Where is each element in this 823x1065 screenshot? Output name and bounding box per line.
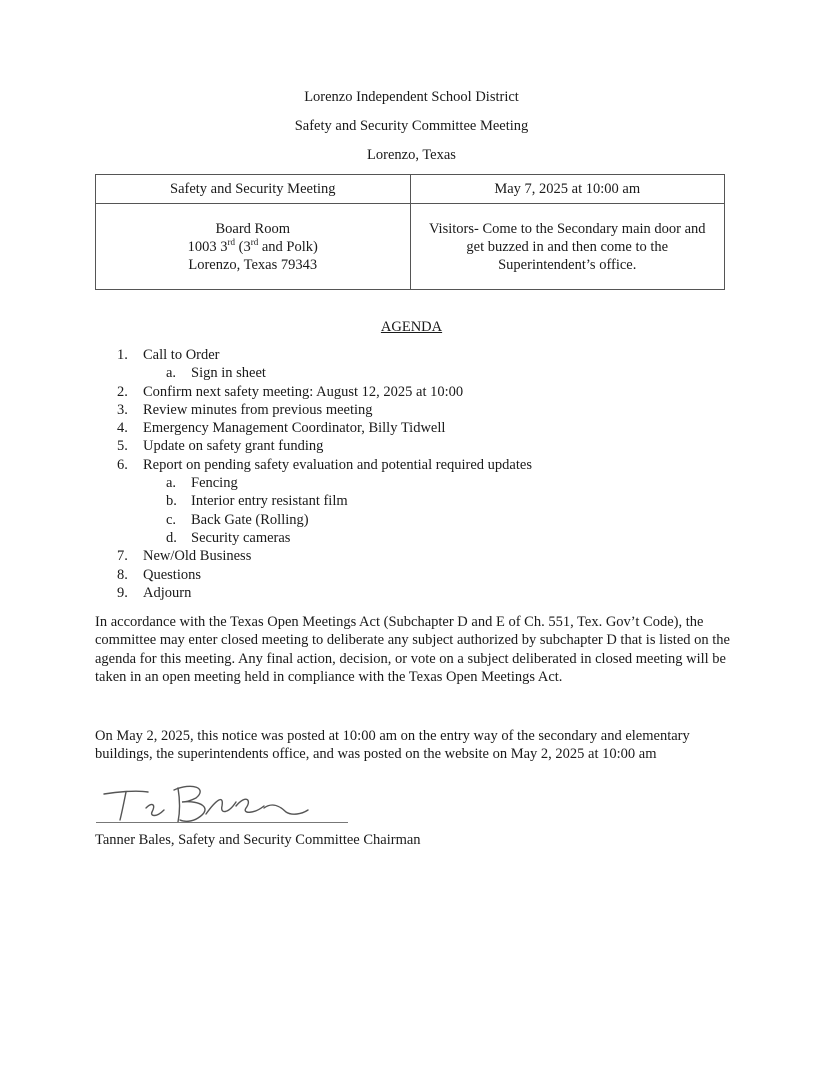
agenda-item-text: Review minutes from previous meeting <box>143 401 373 418</box>
meeting-location-cell <box>96 204 411 290</box>
signer-name: Tanner Bales, Safety and Security Committee Chairman <box>95 832 421 848</box>
agenda-item-number: 1. <box>117 347 128 363</box>
agenda-subitem-text: Fencing <box>191 475 238 492</box>
agenda-heading: AGENDA <box>380 319 443 335</box>
committee-title: Safety and Security Committee Meeting <box>294 118 529 134</box>
agenda-item-number: 4. <box>117 420 128 437</box>
agenda-item-text: New/Old Business <box>143 548 252 565</box>
posting-notice: On May 2, 2025, this notice was posted at 10:00 am on the entry way of the secondary and elementary buildings, the superintendents office, and was posted on the website on May 2, 2025 at 10:00 am <box>95 728 690 763</box>
agenda-item <box>117 437 737 455</box>
open-meetings-notice: In accordance with the Texas Open Meetings Act (Subchapter D and E of Ch. 551, Tex. Gov’t Code), the committee may enter closed meeting to deliberate any subject authorized by subchapter D that is listed on the agenda for this meeting. Any final action, decision, or vote on a subject deliberated in closed meeting will be taken in an open meeting held in compliance with the Texas Open Meetings Act. <box>95 614 730 686</box>
meeting-info-table <box>95 174 725 290</box>
location: Lorenzo, Texas <box>367 147 456 163</box>
agenda-item-text: Questions <box>143 566 201 583</box>
agenda-item-number: 9. <box>117 584 128 601</box>
agenda-subitem-text: Security cameras <box>191 529 291 546</box>
agenda-subitem <box>166 511 737 529</box>
agenda-item <box>117 456 737 474</box>
agenda-item <box>117 566 737 584</box>
agenda-subitem <box>166 529 737 547</box>
city-line: Lorenzo, Texas 79343 <box>188 256 318 273</box>
agenda-item-number: 6. <box>117 456 128 473</box>
agenda-item-text: Emergency Management Coordinator, Billy Tidwell <box>143 420 446 437</box>
meeting-datetime-cell: May 7, 2025 at 10:00 am <box>410 175 725 204</box>
agenda-item-number: 8. <box>117 566 128 583</box>
meeting-name-cell: Safety and Security Meeting <box>96 175 411 204</box>
agenda-subitem-letter: d. <box>166 529 177 546</box>
agenda-item-text: Confirm next safety meeting: August 12, 2025 at 10:00 <box>143 383 464 400</box>
signature-image <box>96 780 348 826</box>
agenda-subitem <box>166 474 737 492</box>
agenda-list <box>117 346 737 602</box>
agenda-subitem-text: Sign in sheet <box>191 365 266 382</box>
agenda-subitem-list <box>117 364 737 382</box>
agenda-subitem-letter: c. <box>166 511 177 528</box>
agenda-subitem-letter: a. <box>166 475 177 492</box>
room-name: Board Room <box>215 220 290 237</box>
agenda-subitem-letter: b. <box>166 493 177 510</box>
visitor-instructions-cell: Visitors- Come to the Secondary main door and get buzzed in and then come to the Superintendent’s office. <box>410 204 725 290</box>
agenda-item-number: 3. <box>117 401 128 418</box>
agenda-subitem-letter: a. <box>166 365 177 382</box>
agenda-subitem-text: Interior entry resistant film <box>191 493 348 510</box>
signature-line <box>96 822 348 823</box>
agenda-item-text: Update on safety grant funding <box>143 438 324 455</box>
agenda-item <box>117 584 737 602</box>
agenda-item <box>117 383 737 401</box>
agenda-item <box>117 346 737 364</box>
agenda-item-number: 2. <box>117 383 128 400</box>
agenda-subitem <box>166 492 737 510</box>
agenda-subitem-list <box>117 474 737 547</box>
agenda-item-number: 7. <box>117 548 128 565</box>
agenda-item-text: Report on pending safety evaluation and potential required updates <box>143 456 532 473</box>
agenda-item-number: 5. <box>117 438 128 455</box>
agenda-item <box>117 401 737 419</box>
agenda-subitem <box>166 364 737 382</box>
agenda-item <box>117 419 737 437</box>
agenda-subitem-text: Back Gate (Rolling) <box>191 511 309 528</box>
agenda-item <box>117 547 737 565</box>
district-name: Lorenzo Independent School District <box>304 89 519 105</box>
agenda-item-text: Call to Order <box>143 347 220 363</box>
agenda-item-text: Adjourn <box>143 584 192 601</box>
street-address: 1003 3rd (3rd and Polk) <box>187 236 318 255</box>
